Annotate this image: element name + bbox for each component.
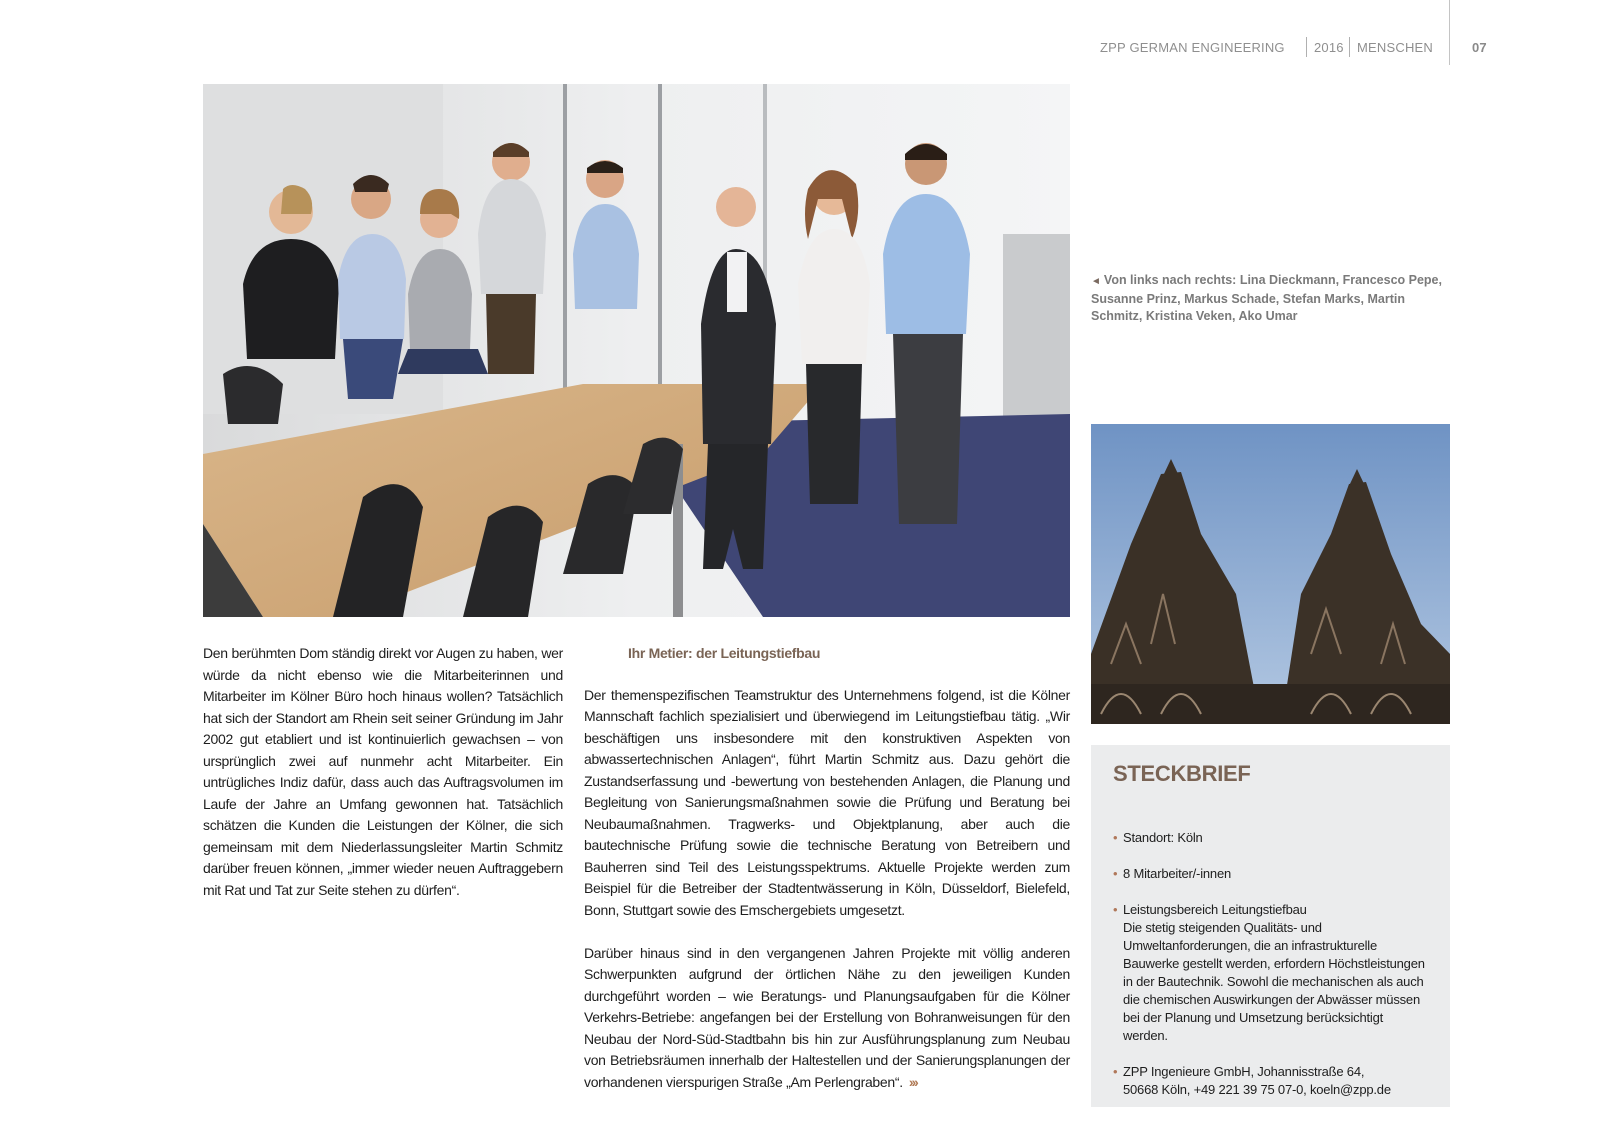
section-name: MENSCHEN: [1357, 40, 1433, 55]
steckbrief-item-label: ZPP Ingenieure GmbH, Johannisstraße 64,: [1123, 1064, 1365, 1079]
bullet-icon: •: [1113, 830, 1118, 845]
article-body: [584, 643, 1070, 1115]
steckbrief-item-service: [1113, 901, 1430, 1045]
page-header: [1100, 40, 1492, 60]
steckbrief-item-staff: [1113, 865, 1430, 883]
caption-arrow-icon: ◄: [1091, 276, 1101, 287]
steckbrief-list: [1113, 829, 1430, 1099]
article-paragraph-text: Darüber hinaus sind in den vergangenen Jahren Projekte mit völlig anderen Schwerpunkten aufgrund der örtlichen Nähe zu den jeweiligen Kunden durchgeführt worden – wie Beratungs- und Planungsaufgaben für die Kölner Verkehrs-Betriebe: angefangen bei der Erstellung von Bohranweisungen für den Neubau der Nord-Süd-Stadtbahn bis hin zur Ausführungsplanung zum Neubau von Betriebsräumen innerhalb der Haltestellen und der Sanierungsplanungen der vorhandenen vierspurigen Straße „Am Perlengraben“.: [584, 944, 1070, 1090]
steckbrief-box: [1091, 745, 1450, 1107]
article-paragraph-last: [584, 943, 1070, 1094]
article-subheading: Ihr Metier: der Leitungstiefbau: [628, 645, 821, 661]
article-paragraph: Der themenspezifischen Teamstruktur des Unternehmens folgend, ist die Kölner Mannschaft fachlich spezialisiert und überwiegend im Leitungstiefbau tätig. „Wir beschäftigen uns insbesondere mit den konstruktiven Aspekten von abwassertechnischen Anlagen“, führt Martin Schmitz aus. Dazu gehört die Zustandserfassung und -bewertung von bestehenden Anlagen, die Planung und Begleitung von Sanierungsmaßnahmen sowie die Prüfung und Beratung bei Neubaumaßnahmen. Tragwerks- und Objektplanung, aber auch die bautechnische Prüfung sowie die technische Beratung von Betreibern und Bauherren sind Teil des Leistungsspektrums. Aktuelle Projekte werden zum Beispiel für die Betreiber der Stadtentwässerung in Köln, Düsseldorf, Bielefeld, Bonn, Stuttgart sowie des Emschergebiets umgesetzt.: [584, 686, 1070, 918]
publication-title: ZPP GERMAN ENGINEERING: [1100, 40, 1285, 55]
photo-caption: [1091, 272, 1456, 326]
steckbrief-title: STECKBRIEF: [1113, 761, 1251, 786]
steckbrief-item-detail: 50668 Köln, +49 221 39 75 07-0, koeln@zpp.de: [1123, 1082, 1391, 1097]
steckbrief-item-label: Leistungsbereich Leitungstiefbau: [1123, 902, 1307, 917]
header-divider: [1349, 37, 1350, 57]
header-divider: [1306, 37, 1307, 57]
article-intro: Den berühmten Dom ständig direkt vor Augen zu haben, wer würde da nicht ebenso wie die Mitarbeiterinnen und Mitarbeiter im Kölner Büro hoch hinaus wollen? Tatsächlich hat sich der Standort am Rhein seit seiner Gründung im Jahr 2002 gut etabliert und ist kontinuierlich gewachsen – von ursprünglich zwei auf nunmehr acht Mitarbeiter. Ein untrügliches Indiz dafür, dass auch das Auftragsvolumen im Laufe der Jahre an Umfang gewonnen hat. Tatsächlich schätzen die Kunden die Leistungen der Kölner, die sich gemeinsam mit dem Niederlassungsleiter Martin Schmitz darüber freuen können, „immer wieder neuen Auftraggebern mit Rat und Tat zur Seite stehen zu dürfen“.: [203, 645, 563, 898]
steckbrief-item-label: Standort: Köln: [1123, 830, 1203, 845]
team-photo: [203, 84, 1070, 617]
bullet-icon: •: [1113, 866, 1118, 881]
page-number: 07: [1472, 40, 1487, 55]
steckbrief-item-contact: [1113, 1063, 1430, 1099]
cathedral-photo: [1091, 424, 1450, 724]
bullet-icon: •: [1113, 902, 1118, 917]
caption-text: Von links nach rechts: Lina Dieckmann, Francesco Pepe, Susanne Prinz, Markus Schade, Stefan Marks, Martin Schmitz, Kristina Veken, Ako Umar: [1091, 273, 1442, 323]
publication-year: 2016: [1314, 40, 1344, 55]
steckbrief-item-label: 8 Mitarbeiter/-innen: [1123, 866, 1231, 881]
steckbrief-item-location: [1113, 829, 1430, 847]
header-vertical-rule: [1449, 0, 1450, 65]
steckbrief-item-detail: Die stetig steigenden Qualitäts- und Umweltanforderungen, die an infrastrukturelle Bauwerke gestellt werden, erfordern Höchstleistungen in der Bautechnik. Sowohl die mechanischen als auch die chemischen Auswirkungen der Abwässer müssen bei der Planung und Umsetzung berücksichtigt werden.: [1123, 920, 1425, 1043]
bullet-icon: •: [1113, 1064, 1118, 1079]
continue-arrows-icon: ›››: [908, 1073, 917, 1090]
